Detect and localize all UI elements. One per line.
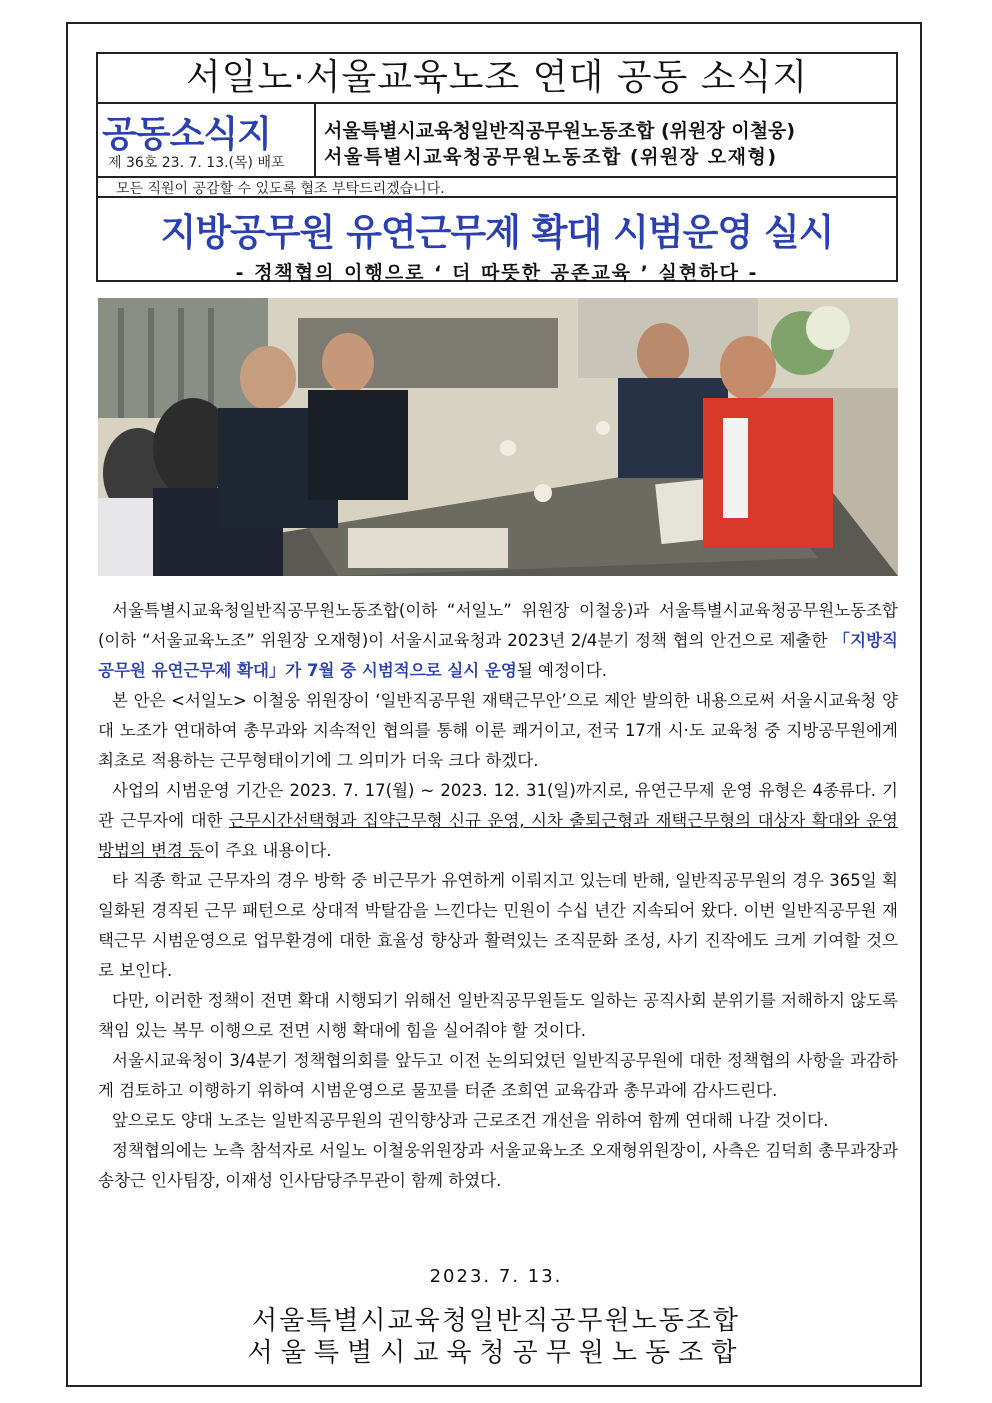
issue-info: 제 36호 23. 7. 13.(목) 배포 bbox=[108, 155, 285, 171]
paragraph: 앞으로도 양대 노조는 일반직공무원의 권익향상과 근로조건 개선을 위하여 함께 연대해 나갈 것이다. bbox=[112, 1111, 829, 1130]
divider bbox=[98, 196, 896, 198]
union-name-1: 서울특별시교육청일반직공무원노동조합 (위원장 이철웅) bbox=[324, 120, 796, 142]
headline: 지방공무원 유연근무제 확대 시범운영 실시 bbox=[160, 211, 834, 254]
signature-union-2: 서울특별시교육청공무원노동조합 bbox=[247, 1338, 745, 1368]
highlight-text: 「지방직공무원 유연근무제 확대」가 7월 중 시범적으로 실시 운영 bbox=[98, 631, 898, 680]
paragraph: 서울특별시교육청일반직공무원노동조합(이하 “서일노” 위원장 이철웅)과 서울특별시교육청공무원노동조합(이하 “서울교육노조” 위원장 오재형)이 서울시교육청과 2023년 2/4분기 정책 협의 안건으로 제출한 「지방직공무원 유연근무제 확대」가 7월 중 시범적으로 실시 운영될 예정이다. bbox=[98, 601, 898, 680]
newsletter-title: 서일노·서울교육노조 연대 공동 소식지 bbox=[98, 54, 896, 104]
paragraph: 본 안은 <서일노> 이철웅 위원장이 ‘일반직공무원 재택근무안’으로 제안 발의한 내용으로써 서울시교육청 양대 노조가 연대하여 총무과와 지속적인 협의를 통해 이룬 쾌거이고, 전국 17개 시·도 교육청 중 지방공무원에게 최초로 적용하는 근무형태이기에 그 의미가 더욱 크다 하겠다. bbox=[98, 691, 898, 770]
logo-cell bbox=[98, 104, 316, 176]
notice-text: 모든 직원이 공감할 수 있도록 협조 부탁드리겠습니다. bbox=[116, 181, 445, 197]
paragraph: 사업의 시범운영 기간은 2023. 7. 17(월) ~ 2023. 12. 31(일)까지로, 유연근무제 운영 유형은 4종류다. 기관 근무자에 대한 근무시간선택형과 집약근무형 신규 운영, 시차 출퇴근형과 재택근무형의 대상자 확대와 운영방법의 변경 등이 주요 내용이다. bbox=[98, 781, 898, 860]
article-body bbox=[98, 596, 898, 1196]
paragraph: 타 직종 학교 근무자의 경우 방학 중 비근무가 유연하게 이뤄지고 있는데 반해, 일반직공무원의 경우 365일 획일화된 경직된 근무 패턴으로 상대적 박탈감을 느낀다는 민원이 수십 년간 지속되어 왔다. 이번 일반직공무원 재택근무 시범운영으로 업무환경에 대한 효율성 향상과 활력있는 조직문화 조성, 사기 진작에도 크게 기여할 것으로 보인다. bbox=[98, 871, 898, 980]
paragraph: 서울시교육청이 3/4분기 정책협의회를 앞두고 이전 논의되었던 일반직공무원에 대한 정책협의 사항을 과감하게 검토하고 이행하기 위하여 시범운영으로 물꼬를 터준 조희연 교육감과 총무과에 감사드린다. bbox=[98, 1051, 898, 1100]
masthead bbox=[96, 52, 898, 282]
meeting-photo-illustration bbox=[98, 298, 898, 576]
underlined-text: 근무시간선택형과 집약근무형 신규 운영, 시차 출퇴근형과 재택근무형의 대상자 확대와 운영방법의 변경 등 bbox=[98, 811, 898, 860]
issue-date: 2023. 7. 13. bbox=[429, 1266, 563, 1287]
logo: 공동소식지 bbox=[102, 114, 271, 155]
meeting-photo bbox=[98, 298, 898, 576]
paragraph: 정책협의에는 노측 참석자로 서일노 이철웅위원장과 서울교육노조 오재형위원장이, 사측은 김덕희 총무과장과 송창근 인사팀장, 이재성 인사담당주무관이 함께 하였다. bbox=[98, 1141, 898, 1190]
subheadline: - 정책협의 이행으로 ‘ 더 따뜻한 공존교육 ’ 실현하다 - bbox=[235, 262, 759, 284]
union-name-2: 서울특별시교육청공무원노동조합 (위원장 오재형) bbox=[324, 146, 778, 168]
signature-union-1: 서울특별시교육청일반직공무원노동조합 bbox=[251, 1306, 741, 1336]
paragraph: 다만, 이러한 정책이 전면 확대 시행되기 위해선 일반직공무원들도 일하는 공직사회 분위기를 저해하지 않도록 책임 있는 복무 이행으로 전면 시행 확대에 힘을 실어줘야 할 것이다. bbox=[98, 991, 898, 1040]
